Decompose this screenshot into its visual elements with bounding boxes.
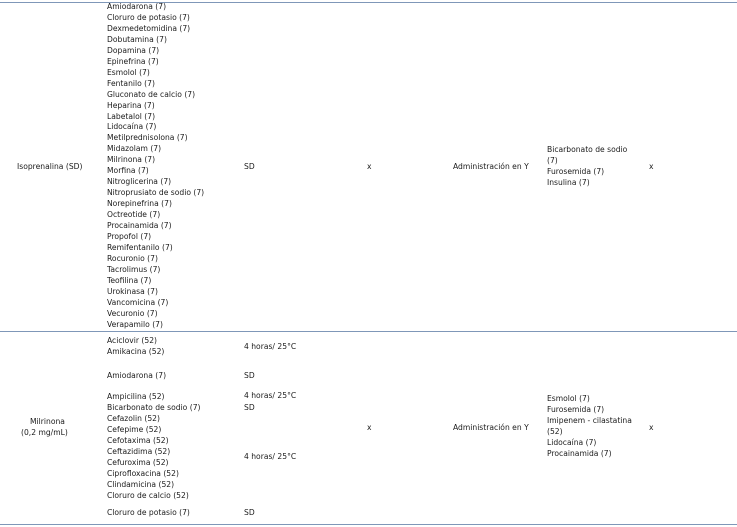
list-item: Imipenem - cilastatina: [547, 415, 632, 425]
list-item: Milrinona (7): [107, 155, 156, 165]
drug-name: Isoprenalina (SD): [17, 162, 83, 171]
table-row: [0, 332, 737, 524]
list-item: Cefepime (52): [107, 425, 162, 434]
list-item: Vancomicina (7): [107, 297, 169, 307]
list-item: Cefuroxima (52): [107, 458, 169, 467]
list-item: Nitroprusiato de sodio (7): [107, 188, 205, 198]
list-item: Urokinasa (7): [107, 286, 158, 296]
compatible-list: [107, 2, 204, 331]
list-item: Esmolol (7): [547, 394, 590, 403]
list-item: Heparina (7): [107, 100, 155, 110]
list-item: Verapamilo (7): [107, 319, 163, 329]
list-item: Metilprednisolona (7): [107, 133, 188, 143]
stability-value: SD: [244, 371, 255, 380]
incompatible-list: [547, 394, 632, 460]
bottom-rule: [0, 524, 737, 525]
route-value: Administración en Y: [453, 423, 529, 432]
stability-value: SD: [244, 162, 255, 171]
list-item: Insulina (7): [547, 177, 590, 187]
list-item: Dopamina (7): [107, 45, 160, 55]
drug-concentration: (0,2 mg/mL): [21, 428, 68, 437]
incompatibility-mark: x: [649, 162, 654, 171]
stability-value: 4 horas/ 25°C: [244, 452, 297, 461]
list-item: Ciprofloxacina (52): [107, 469, 179, 478]
list-item: Lidocaína (7): [547, 437, 597, 447]
stability-value: 4 horas/ 25°C: [244, 391, 297, 400]
list-item: Cefazolin (52): [107, 414, 160, 423]
incompatibility-mark: x: [649, 423, 654, 432]
list-item: Teofilina (7): [107, 275, 152, 285]
list-item: Midazolam (7): [107, 144, 162, 154]
list-item: Cloruro de potasio (7): [107, 508, 190, 517]
list-item: Propofol (7): [107, 232, 152, 242]
list-item: Tacrolimus (7): [107, 264, 161, 274]
stability-value: SD: [244, 403, 255, 412]
list-item: Ceftazidima (52): [107, 447, 171, 456]
list-item: Cloruro de potasio (7): [107, 12, 190, 22]
list-item: Cefotaxima (52): [107, 436, 169, 445]
list-item: Fentanilo (7): [107, 78, 155, 88]
list-item: Esmolol (7): [107, 67, 150, 77]
list-item: Amikacina (52): [107, 347, 165, 356]
list-item: Octreotide (7): [107, 210, 161, 220]
list-item: Amiodarona (7): [107, 371, 167, 380]
list-item: Rocuronio (7): [107, 253, 158, 263]
list-item: Bicarbonato de sodio (7): [107, 403, 201, 412]
list-item: Norepinefrina (7): [107, 199, 172, 209]
stability-value: 4 horas/ 25°C: [244, 342, 297, 351]
list-item: Nitroglicerina (7): [107, 177, 172, 187]
list-item: Dexmedetomidina (7): [107, 23, 191, 33]
list-item: Furosemida (7): [547, 166, 605, 176]
list-item: Gluconato de calcio (7): [107, 89, 196, 99]
list-item: Procainamida (7): [107, 221, 172, 231]
list-item: Dobutamina (7): [107, 34, 167, 44]
list-item: Lidocaína (7): [107, 122, 157, 132]
list-item: Remifentanilo (7): [107, 242, 173, 252]
list-item: Clindamicina (52): [107, 480, 175, 489]
list-item: (7): [547, 155, 558, 165]
list-item: Bicarbonato de sodio: [547, 145, 628, 154]
list-item: Furosemida (7): [547, 404, 605, 414]
list-item: Procainamida (7): [547, 448, 612, 458]
list-item: Epinefrina (7): [107, 56, 159, 66]
stability-value: SD: [244, 508, 255, 517]
list-item: Morfina (7): [107, 166, 149, 176]
route-value: Administración en Y: [453, 162, 529, 171]
list-item: Aciclovir (52): [107, 336, 158, 345]
compatibility-mark: x: [367, 162, 372, 171]
table-row: [0, 3, 737, 331]
list-item: Cloruro de calcio (52): [107, 491, 189, 500]
list-item: Amiodarona (7): [107, 2, 167, 11]
drug-name: Milrinona: [30, 417, 65, 426]
list-item: (52): [547, 426, 563, 436]
list-item: Ampicilina (52): [107, 392, 165, 401]
list-item: Vecuronio (7): [107, 308, 158, 318]
list-item: Labetalol (7): [107, 111, 156, 121]
compatibility-mark: x: [367, 423, 372, 432]
incompatible-list: [547, 145, 627, 189]
